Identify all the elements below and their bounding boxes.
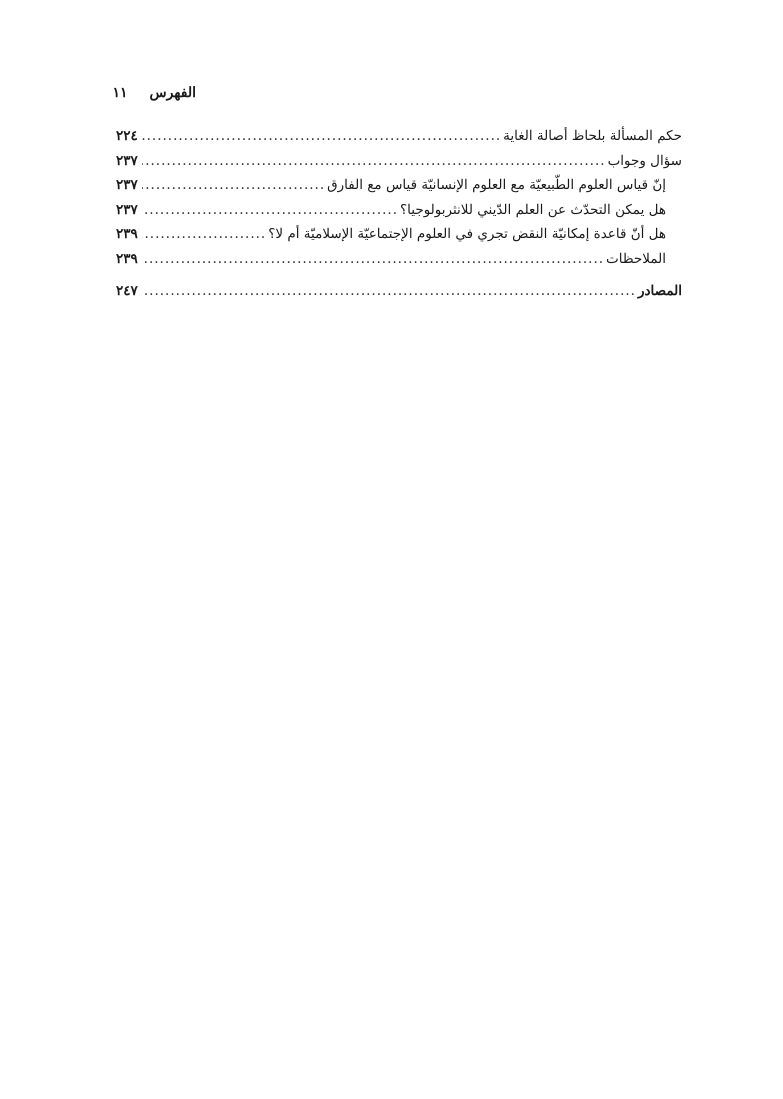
toc-entry-title: إنّ قياس العلوم الطّبيعيّة مع العلوم الإنسانيّة قياس مع الفارق bbox=[327, 177, 666, 193]
toc-dot-leader bbox=[142, 198, 398, 223]
toc-dot-leader bbox=[142, 279, 636, 304]
section-title: الفهرس bbox=[149, 85, 196, 101]
running-head bbox=[112, 83, 196, 103]
toc-main-entry bbox=[116, 279, 682, 304]
toc-entry-page: ٢٣٧ bbox=[116, 177, 138, 193]
toc-entry bbox=[116, 149, 682, 174]
toc-subentry bbox=[116, 198, 682, 223]
toc-dot-leader bbox=[142, 173, 325, 198]
toc-entry-title: الملاحظات bbox=[606, 250, 666, 267]
toc-dot-leader bbox=[142, 149, 606, 174]
toc-entry-title: هل أنّ قاعدة إمكانيّة النقض تجري في العلوم الإجتماعيّة الإسلاميّة أم لا؟ bbox=[268, 226, 666, 242]
toc-entry-title: حكم المسألة بلحاظ أصالة الغاية bbox=[503, 128, 682, 144]
toc-entry bbox=[116, 124, 682, 149]
toc-dot-leader bbox=[142, 124, 501, 149]
toc-subentry bbox=[116, 173, 682, 198]
page-number: ١١ bbox=[112, 85, 128, 101]
toc-dot-leader bbox=[142, 222, 266, 247]
toc-entry-page: ٢٣٧ bbox=[116, 201, 138, 218]
toc-entry-page: ٢٣٧ bbox=[116, 152, 138, 169]
toc-entry-title: سؤال وجواب bbox=[607, 152, 682, 169]
toc-entry-page: ٢٣٩ bbox=[116, 226, 138, 242]
toc-entry-page: ٢٤٧ bbox=[116, 283, 138, 299]
toc-subentry bbox=[116, 222, 682, 247]
toc-entry-title: هل يمكن التحدّث عن العلم الدّيني للانثربولوجيا؟ bbox=[400, 201, 666, 218]
table-of-contents bbox=[116, 124, 682, 304]
toc-entry-page: ٢٣٩ bbox=[116, 250, 138, 267]
toc-subentry bbox=[116, 247, 682, 272]
toc-entry-title: المصادر bbox=[637, 283, 682, 299]
toc-entry-page: ٢٢٤ bbox=[116, 128, 138, 144]
toc-dot-leader bbox=[142, 247, 604, 272]
